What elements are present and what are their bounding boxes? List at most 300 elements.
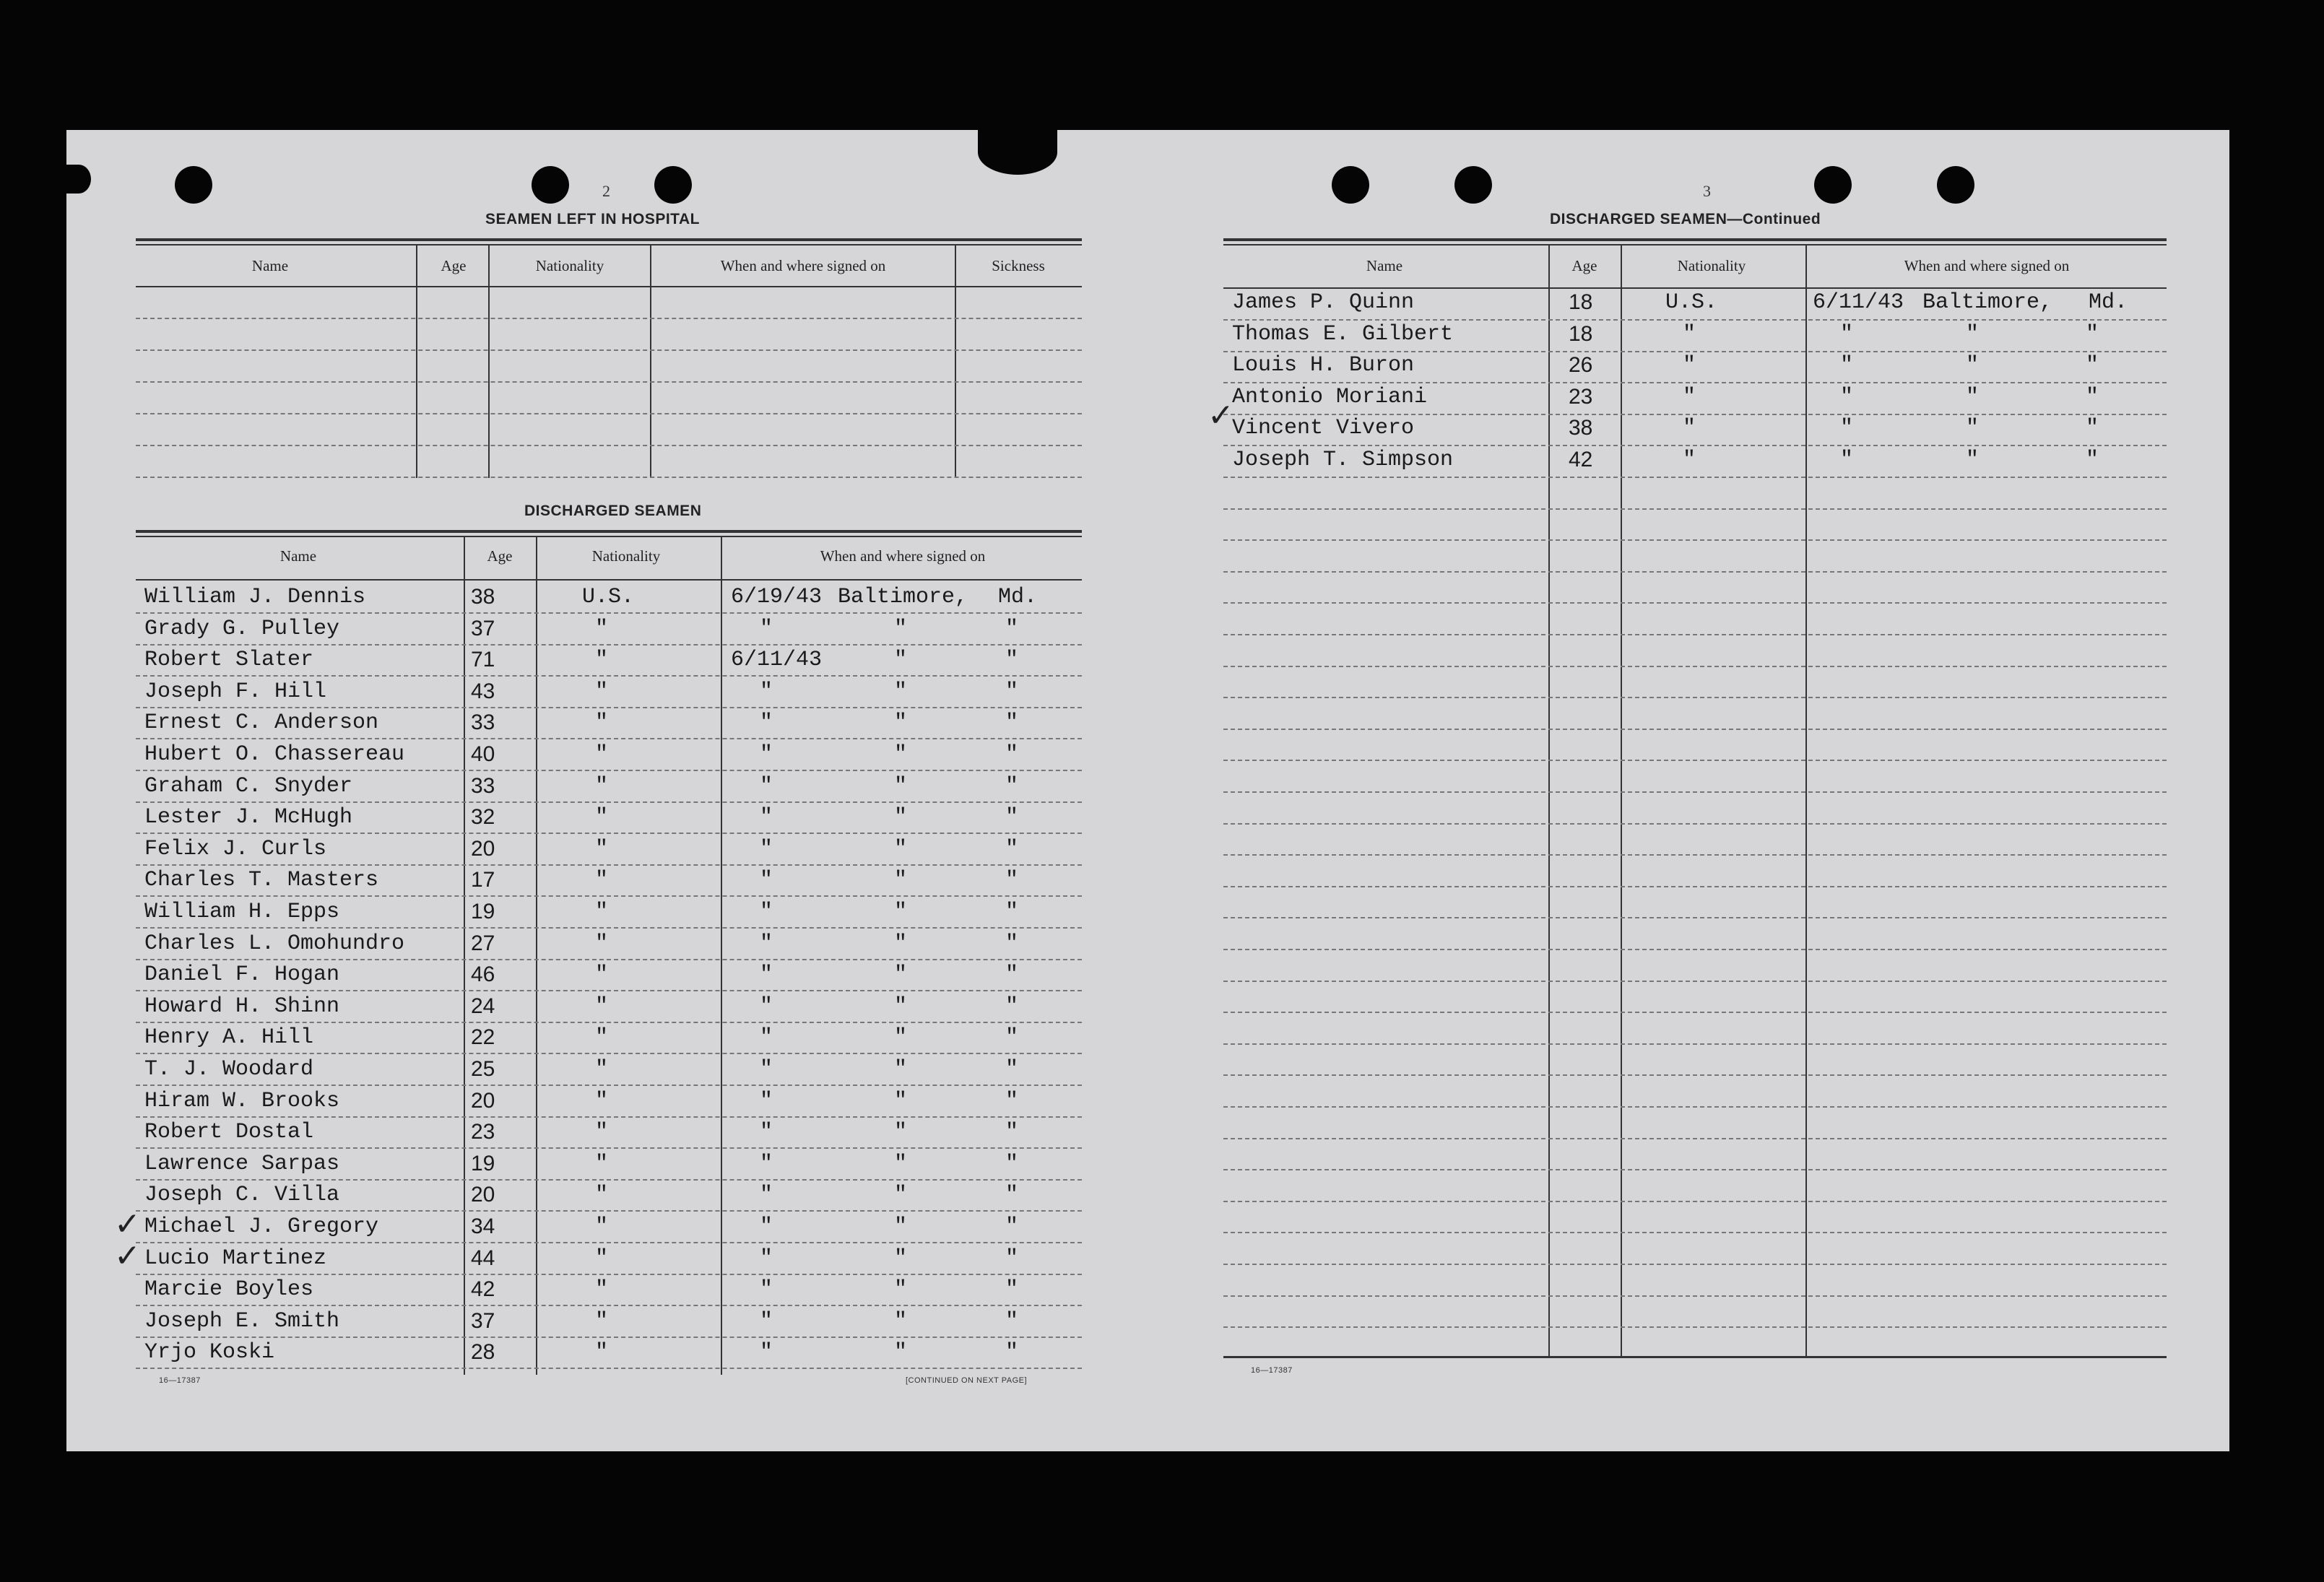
signed-on-place: " bbox=[894, 868, 908, 892]
seaman-age: 28 bbox=[471, 1340, 495, 1364]
row-line bbox=[136, 1053, 1082, 1054]
seaman-age: 25 bbox=[471, 1057, 495, 1081]
punch-hole bbox=[1454, 166, 1492, 204]
signed-on-date: " bbox=[760, 1277, 773, 1302]
signed-on-state: " bbox=[1005, 962, 1019, 987]
row-line bbox=[136, 707, 1082, 708]
signed-on-state: " bbox=[2086, 353, 2099, 378]
row-line bbox=[136, 612, 1082, 614]
rule bbox=[1223, 1356, 2167, 1358]
seaman-age: 24 bbox=[471, 994, 495, 1018]
row-line bbox=[1223, 854, 2167, 856]
seaman-nationality: " bbox=[595, 1340, 609, 1365]
seaman-name: Charles T. Masters bbox=[144, 868, 379, 892]
signed-on-state: " bbox=[2086, 322, 2099, 347]
seaman-name: Ernest C. Anderson bbox=[144, 710, 379, 735]
seaman-name: Michael J. Gregory bbox=[144, 1214, 379, 1239]
column-header: Nationality bbox=[591, 547, 661, 565]
signed-on-state: " bbox=[1005, 1025, 1019, 1050]
row-line bbox=[136, 318, 1082, 319]
signed-on-place: " bbox=[1966, 353, 1980, 378]
seaman-name: Lucio Martinez bbox=[144, 1246, 327, 1271]
signed-on-state: " bbox=[1005, 648, 1019, 672]
signed-on-date: 6/11/43 bbox=[731, 648, 823, 672]
punch-hole bbox=[1814, 166, 1852, 204]
seaman-nationality: " bbox=[595, 1246, 609, 1271]
signed-on-state: " bbox=[1005, 1246, 1019, 1271]
seaman-name: Thomas E. Gilbert bbox=[1232, 322, 1454, 347]
signed-on-date: " bbox=[760, 1309, 773, 1334]
seaman-nationality: " bbox=[1683, 416, 1696, 440]
seaman-age: 42 bbox=[471, 1277, 495, 1301]
seaman-nationality: " bbox=[595, 1183, 609, 1207]
row-line bbox=[136, 1147, 1082, 1149]
signed-on-date: " bbox=[760, 1152, 773, 1176]
seaman-name: Robert Slater bbox=[144, 648, 314, 672]
seaman-nationality: " bbox=[595, 1277, 609, 1302]
seaman-age: 26 bbox=[1569, 353, 1593, 377]
signed-on-date: " bbox=[760, 1246, 773, 1271]
seaman-name: Joseph F. Hill bbox=[144, 679, 327, 704]
document-sheet bbox=[66, 130, 2229, 1451]
row-line bbox=[1223, 602, 2167, 604]
rule bbox=[136, 579, 1082, 581]
signed-on-state: " bbox=[1005, 1089, 1019, 1113]
row-line bbox=[1223, 1232, 2167, 1233]
row-line bbox=[136, 895, 1082, 897]
rule bbox=[136, 286, 1082, 287]
seaman-name: Marcie Boyles bbox=[144, 1277, 314, 1302]
seaman-age: 34 bbox=[471, 1214, 495, 1238]
signed-on-date: " bbox=[1840, 385, 1854, 409]
seaman-nationality: " bbox=[595, 931, 609, 956]
row-line bbox=[1223, 445, 2167, 446]
signed-on-date: " bbox=[760, 1057, 773, 1082]
seaman-name: Robert Dostal bbox=[144, 1120, 314, 1144]
signed-on-date: " bbox=[760, 994, 773, 1019]
row-line bbox=[1223, 351, 2167, 352]
seaman-nationality: " bbox=[595, 805, 609, 830]
punch-hole bbox=[175, 166, 212, 204]
row-line bbox=[136, 1210, 1082, 1212]
row-line bbox=[1223, 697, 2167, 698]
torn-edge bbox=[978, 130, 1057, 175]
seaman-age: 27 bbox=[471, 931, 495, 955]
row-line bbox=[1223, 571, 2167, 573]
seaman-nationality: " bbox=[1683, 353, 1696, 378]
signed-on-date: " bbox=[760, 1214, 773, 1239]
signed-on-state: " bbox=[1005, 710, 1019, 735]
row-line bbox=[1223, 1106, 2167, 1108]
row-line bbox=[136, 864, 1082, 866]
signed-on-date: " bbox=[1840, 448, 1854, 472]
row-line bbox=[136, 1274, 1082, 1275]
row-line bbox=[136, 1022, 1082, 1023]
signed-on-date: " bbox=[760, 1025, 773, 1050]
column-header: Age bbox=[1571, 257, 1597, 274]
signed-on-state: " bbox=[1005, 994, 1019, 1019]
seaman-nationality: " bbox=[595, 962, 609, 987]
row-line bbox=[136, 445, 1082, 446]
signed-on-place: " bbox=[894, 931, 908, 956]
signed-on-place: " bbox=[894, 962, 908, 987]
signed-on-state: " bbox=[1005, 931, 1019, 956]
seaman-nationality: " bbox=[595, 900, 609, 924]
seaman-name: Charles L. Omohundro bbox=[144, 931, 405, 956]
row-line bbox=[136, 1242, 1082, 1243]
signed-on-place: " bbox=[1966, 448, 1980, 472]
row-line bbox=[1223, 319, 2167, 321]
column-divider bbox=[1805, 245, 1807, 1357]
seaman-nationality: " bbox=[595, 617, 609, 641]
check-mark: ✓ bbox=[1207, 397, 1234, 434]
row-line bbox=[1223, 382, 2167, 383]
seaman-name: Joseph T. Simpson bbox=[1232, 448, 1454, 472]
seaman-nationality: " bbox=[595, 1152, 609, 1176]
seaman-age: 42 bbox=[1569, 448, 1593, 471]
page-number: 2 bbox=[602, 182, 610, 200]
rule bbox=[1223, 238, 2167, 241]
signed-on-place: " bbox=[894, 1152, 908, 1176]
signed-on-place: " bbox=[894, 648, 908, 672]
row-line bbox=[1223, 949, 2167, 950]
seaman-age: 18 bbox=[1569, 322, 1593, 346]
seaman-age: 17 bbox=[471, 868, 495, 892]
signed-on-place: " bbox=[894, 1057, 908, 1082]
seaman-name: Yrjo Koski bbox=[144, 1340, 275, 1365]
seaman-name: Felix J. Curls bbox=[144, 837, 327, 861]
seaman-nationality: " bbox=[595, 1057, 609, 1082]
seaman-nationality: " bbox=[1683, 448, 1696, 472]
row-line bbox=[136, 770, 1082, 771]
rule bbox=[136, 530, 1082, 533]
signed-on-state: Md. bbox=[2089, 290, 2128, 315]
signed-on-place: " bbox=[1966, 416, 1980, 440]
column-header: When and where signed on bbox=[820, 547, 986, 565]
seaman-age: 19 bbox=[471, 900, 495, 923]
seaman-age: 38 bbox=[471, 585, 495, 609]
signed-on-state: " bbox=[2086, 385, 2099, 409]
seaman-name: Lawrence Sarpas bbox=[144, 1152, 340, 1176]
seaman-name: William J. Dennis bbox=[144, 585, 366, 609]
seaman-age: 19 bbox=[471, 1152, 495, 1175]
form-number: 16—17387 bbox=[1251, 1366, 1293, 1375]
signed-on-place: " bbox=[894, 710, 908, 735]
row-line bbox=[1223, 1043, 2167, 1045]
signed-on-date: " bbox=[760, 1340, 773, 1365]
seaman-age: 46 bbox=[471, 962, 495, 986]
row-line bbox=[136, 833, 1082, 834]
torn-edge bbox=[66, 165, 91, 194]
seaman-name: Henry A. Hill bbox=[144, 1025, 314, 1050]
column-divider bbox=[721, 537, 722, 1375]
seaman-name: T. J. Woodard bbox=[144, 1057, 314, 1082]
signed-on-place: " bbox=[1966, 322, 1980, 347]
seaman-nationality: " bbox=[595, 648, 609, 672]
page-number: 3 bbox=[1703, 182, 1711, 200]
signed-on-state: " bbox=[1005, 742, 1019, 767]
signed-on-place: " bbox=[894, 1183, 908, 1207]
signed-on-place: " bbox=[1966, 385, 1980, 409]
signed-on-state: " bbox=[1005, 1309, 1019, 1334]
row-line bbox=[1223, 414, 2167, 415]
seaman-nationality: " bbox=[595, 679, 609, 704]
seaman-age: 22 bbox=[471, 1025, 495, 1049]
seaman-age: 32 bbox=[471, 805, 495, 829]
column-header: Name bbox=[251, 257, 289, 274]
seaman-nationality: " bbox=[595, 1309, 609, 1334]
signed-on-date: " bbox=[760, 805, 773, 830]
punch-hole bbox=[1937, 166, 1974, 204]
seaman-age: 71 bbox=[471, 648, 495, 672]
column-header: Nationality bbox=[1677, 257, 1746, 274]
signed-on-place: Baltimore, bbox=[838, 585, 968, 609]
seaman-name: Daniel F. Hogan bbox=[144, 962, 340, 987]
column-divider bbox=[416, 245, 417, 478]
punch-hole bbox=[1332, 166, 1369, 204]
row-line bbox=[136, 738, 1082, 739]
signed-on-date: " bbox=[1840, 353, 1854, 378]
seaman-age: 43 bbox=[471, 679, 495, 703]
rule bbox=[1223, 287, 2167, 289]
discharged-section-title: DISCHARGED SEAMEN bbox=[524, 503, 702, 519]
signed-on-state: " bbox=[1005, 900, 1019, 924]
column-header: Name bbox=[1366, 257, 1403, 274]
rule bbox=[136, 536, 1082, 537]
seaman-name: Joseph C. Villa bbox=[144, 1183, 340, 1207]
seaman-age: 20 bbox=[471, 1183, 495, 1207]
seaman-name: Vincent Vivero bbox=[1232, 416, 1415, 440]
row-line bbox=[1223, 1169, 2167, 1170]
column-header: When and where signed on bbox=[720, 257, 886, 274]
row-line bbox=[136, 927, 1082, 929]
signed-on-state: " bbox=[1005, 1340, 1019, 1365]
signed-on-place: " bbox=[894, 1089, 908, 1113]
seaman-name: William H. Epps bbox=[144, 900, 340, 924]
seaman-name: Lester J. McHugh bbox=[144, 805, 353, 830]
seaman-name: Hiram W. Brooks bbox=[144, 1089, 340, 1113]
row-line bbox=[1223, 1201, 2167, 1202]
column-header: Sickness bbox=[992, 257, 1045, 274]
row-line bbox=[1223, 917, 2167, 918]
seaman-nationality: " bbox=[595, 1214, 609, 1239]
seaman-name: Grady G. Pulley bbox=[144, 617, 340, 641]
column-header: Nationality bbox=[535, 257, 604, 274]
row-line bbox=[136, 1116, 1082, 1118]
signed-on-place: " bbox=[894, 837, 908, 861]
signed-on-state: " bbox=[1005, 1214, 1019, 1239]
signed-on-state: " bbox=[1005, 679, 1019, 704]
signed-on-state: " bbox=[1005, 1057, 1019, 1082]
row-line bbox=[1223, 1012, 2167, 1013]
signed-on-state: Md. bbox=[998, 585, 1038, 609]
signed-on-date: " bbox=[760, 679, 773, 704]
signed-on-place: " bbox=[894, 679, 908, 704]
signed-on-place: " bbox=[894, 1120, 908, 1144]
check-mark: ✓ bbox=[114, 1238, 141, 1274]
signed-on-date: " bbox=[760, 1089, 773, 1113]
column-divider bbox=[955, 245, 956, 478]
seaman-name: Joseph E. Smith bbox=[144, 1309, 340, 1334]
punch-hole bbox=[532, 166, 569, 204]
signed-on-place: " bbox=[894, 1340, 908, 1365]
seaman-age: 18 bbox=[1569, 290, 1593, 314]
seaman-name: Howard H. Shinn bbox=[144, 994, 340, 1019]
signed-on-place: " bbox=[894, 617, 908, 641]
column-divider bbox=[1621, 245, 1622, 1357]
seaman-age: 44 bbox=[471, 1246, 495, 1270]
seaman-age: 20 bbox=[471, 837, 495, 861]
column-divider bbox=[536, 537, 537, 1375]
signed-on-date: " bbox=[1840, 416, 1854, 440]
row-line bbox=[1223, 791, 2167, 793]
seaman-age: 40 bbox=[471, 742, 495, 766]
signed-on-date: " bbox=[760, 710, 773, 735]
column-header: Age bbox=[487, 547, 513, 565]
row-line bbox=[136, 381, 1082, 383]
signed-on-state: " bbox=[1005, 868, 1019, 892]
seaman-age: 37 bbox=[471, 617, 495, 640]
row-line bbox=[136, 1368, 1082, 1369]
row-line bbox=[136, 1337, 1082, 1338]
seaman-nationality: " bbox=[595, 710, 609, 735]
row-line bbox=[136, 413, 1082, 414]
row-line bbox=[1223, 981, 2167, 982]
row-line bbox=[136, 801, 1082, 803]
signed-on-date: " bbox=[760, 1120, 773, 1144]
seaman-nationality: " bbox=[595, 1120, 609, 1144]
seaman-nationality: " bbox=[595, 742, 609, 767]
signed-on-state: " bbox=[1005, 1152, 1019, 1176]
hospital-section-title: SEAMEN LEFT IN HOSPITAL bbox=[485, 211, 700, 227]
seaman-name: Hubert O. Chassereau bbox=[144, 742, 405, 767]
row-line bbox=[1223, 666, 2167, 667]
signed-on-date: " bbox=[1840, 322, 1854, 347]
row-line bbox=[136, 644, 1082, 646]
seaman-nationality: U.S. bbox=[582, 585, 635, 609]
row-line bbox=[1223, 1264, 2167, 1265]
column-divider bbox=[650, 245, 651, 478]
rule bbox=[1223, 244, 2167, 245]
signed-on-state: " bbox=[1005, 1277, 1019, 1302]
seaman-age: 38 bbox=[1569, 416, 1593, 440]
column-divider bbox=[464, 537, 465, 1375]
row-line bbox=[1223, 539, 2167, 541]
signed-on-date: " bbox=[760, 774, 773, 799]
form-number: 16—17387 bbox=[159, 1376, 201, 1385]
row-line bbox=[136, 1305, 1082, 1306]
row-line bbox=[1223, 1138, 2167, 1139]
signed-on-state: " bbox=[1005, 1183, 1019, 1207]
signed-on-place: " bbox=[894, 742, 908, 767]
row-line bbox=[136, 349, 1082, 351]
rule bbox=[136, 238, 1082, 241]
signed-on-place: " bbox=[894, 1214, 908, 1239]
continued-note: [CONTINUED ON NEXT PAGE] bbox=[906, 1376, 1028, 1385]
signed-on-state: " bbox=[1005, 837, 1019, 861]
row-line bbox=[1223, 508, 2167, 510]
seaman-age: 23 bbox=[471, 1120, 495, 1144]
signed-on-date: 6/11/43 bbox=[1813, 290, 1904, 315]
row-line bbox=[1223, 760, 2167, 761]
row-line bbox=[1223, 1326, 2167, 1328]
signed-on-place: " bbox=[894, 1025, 908, 1050]
seaman-nationality: " bbox=[1683, 322, 1696, 347]
seaman-nationality: " bbox=[595, 994, 609, 1019]
signed-on-place: " bbox=[894, 900, 908, 924]
signed-on-state: " bbox=[1005, 1120, 1019, 1144]
signed-on-date: " bbox=[760, 962, 773, 987]
signed-on-place: Baltimore, bbox=[1922, 290, 2053, 315]
seaman-nationality: " bbox=[595, 1025, 609, 1050]
signed-on-state: " bbox=[1005, 617, 1019, 641]
row-line bbox=[136, 675, 1082, 677]
seaman-age: 23 bbox=[1569, 385, 1593, 409]
punch-hole bbox=[654, 166, 692, 204]
column-header: Age bbox=[441, 257, 467, 274]
row-line bbox=[136, 959, 1082, 960]
row-line bbox=[1223, 1074, 2167, 1076]
seaman-nationality: " bbox=[595, 1089, 609, 1113]
seaman-age: 37 bbox=[471, 1309, 495, 1333]
signed-on-date: " bbox=[760, 617, 773, 641]
seaman-name: Graham C. Snyder bbox=[144, 774, 353, 799]
seaman-age: 33 bbox=[471, 774, 495, 798]
check-mark: ✓ bbox=[114, 1206, 141, 1243]
seaman-nationality: " bbox=[595, 868, 609, 892]
signed-on-state: " bbox=[1005, 805, 1019, 830]
signed-on-state: " bbox=[2086, 416, 2099, 440]
row-line bbox=[1223, 886, 2167, 887]
signed-on-place: " bbox=[894, 805, 908, 830]
row-line bbox=[1223, 1295, 2167, 1297]
row-line bbox=[136, 477, 1082, 478]
signed-on-state: " bbox=[1005, 774, 1019, 799]
column-divider bbox=[1548, 245, 1550, 1357]
signed-on-place: " bbox=[894, 1246, 908, 1271]
signed-on-date: " bbox=[760, 1183, 773, 1207]
signed-on-date: " bbox=[760, 837, 773, 861]
rule bbox=[136, 244, 1082, 245]
seaman-name: Antonio Moriani bbox=[1232, 385, 1428, 409]
seaman-name: Louis H. Buron bbox=[1232, 353, 1415, 378]
signed-on-date: 6/19/43 bbox=[731, 585, 823, 609]
signed-on-place: " bbox=[894, 1309, 908, 1334]
seaman-age: 33 bbox=[471, 710, 495, 734]
signed-on-place: " bbox=[894, 994, 908, 1019]
signed-on-date: " bbox=[760, 742, 773, 767]
seaman-nationality: U.S. bbox=[1665, 290, 1718, 315]
row-line bbox=[1223, 823, 2167, 825]
row-line bbox=[136, 1085, 1082, 1086]
signed-on-state: " bbox=[2086, 448, 2099, 472]
seaman-nationality: " bbox=[1683, 385, 1696, 409]
row-line bbox=[136, 990, 1082, 991]
row-line bbox=[1223, 477, 2167, 478]
column-header: When and where signed on bbox=[1904, 257, 2070, 274]
discharged-continued-title: DISCHARGED SEAMEN—Continued bbox=[1550, 211, 1821, 227]
column-header: Name bbox=[279, 547, 317, 565]
row-line bbox=[136, 1179, 1082, 1181]
signed-on-date: " bbox=[760, 900, 773, 924]
signed-on-place: " bbox=[894, 1277, 908, 1302]
seaman-age: 20 bbox=[471, 1089, 495, 1113]
signed-on-date: " bbox=[760, 931, 773, 956]
seaman-nationality: " bbox=[595, 774, 609, 799]
signed-on-place: " bbox=[894, 774, 908, 799]
seaman-name: James P. Quinn bbox=[1232, 290, 1415, 315]
row-line bbox=[1223, 634, 2167, 635]
